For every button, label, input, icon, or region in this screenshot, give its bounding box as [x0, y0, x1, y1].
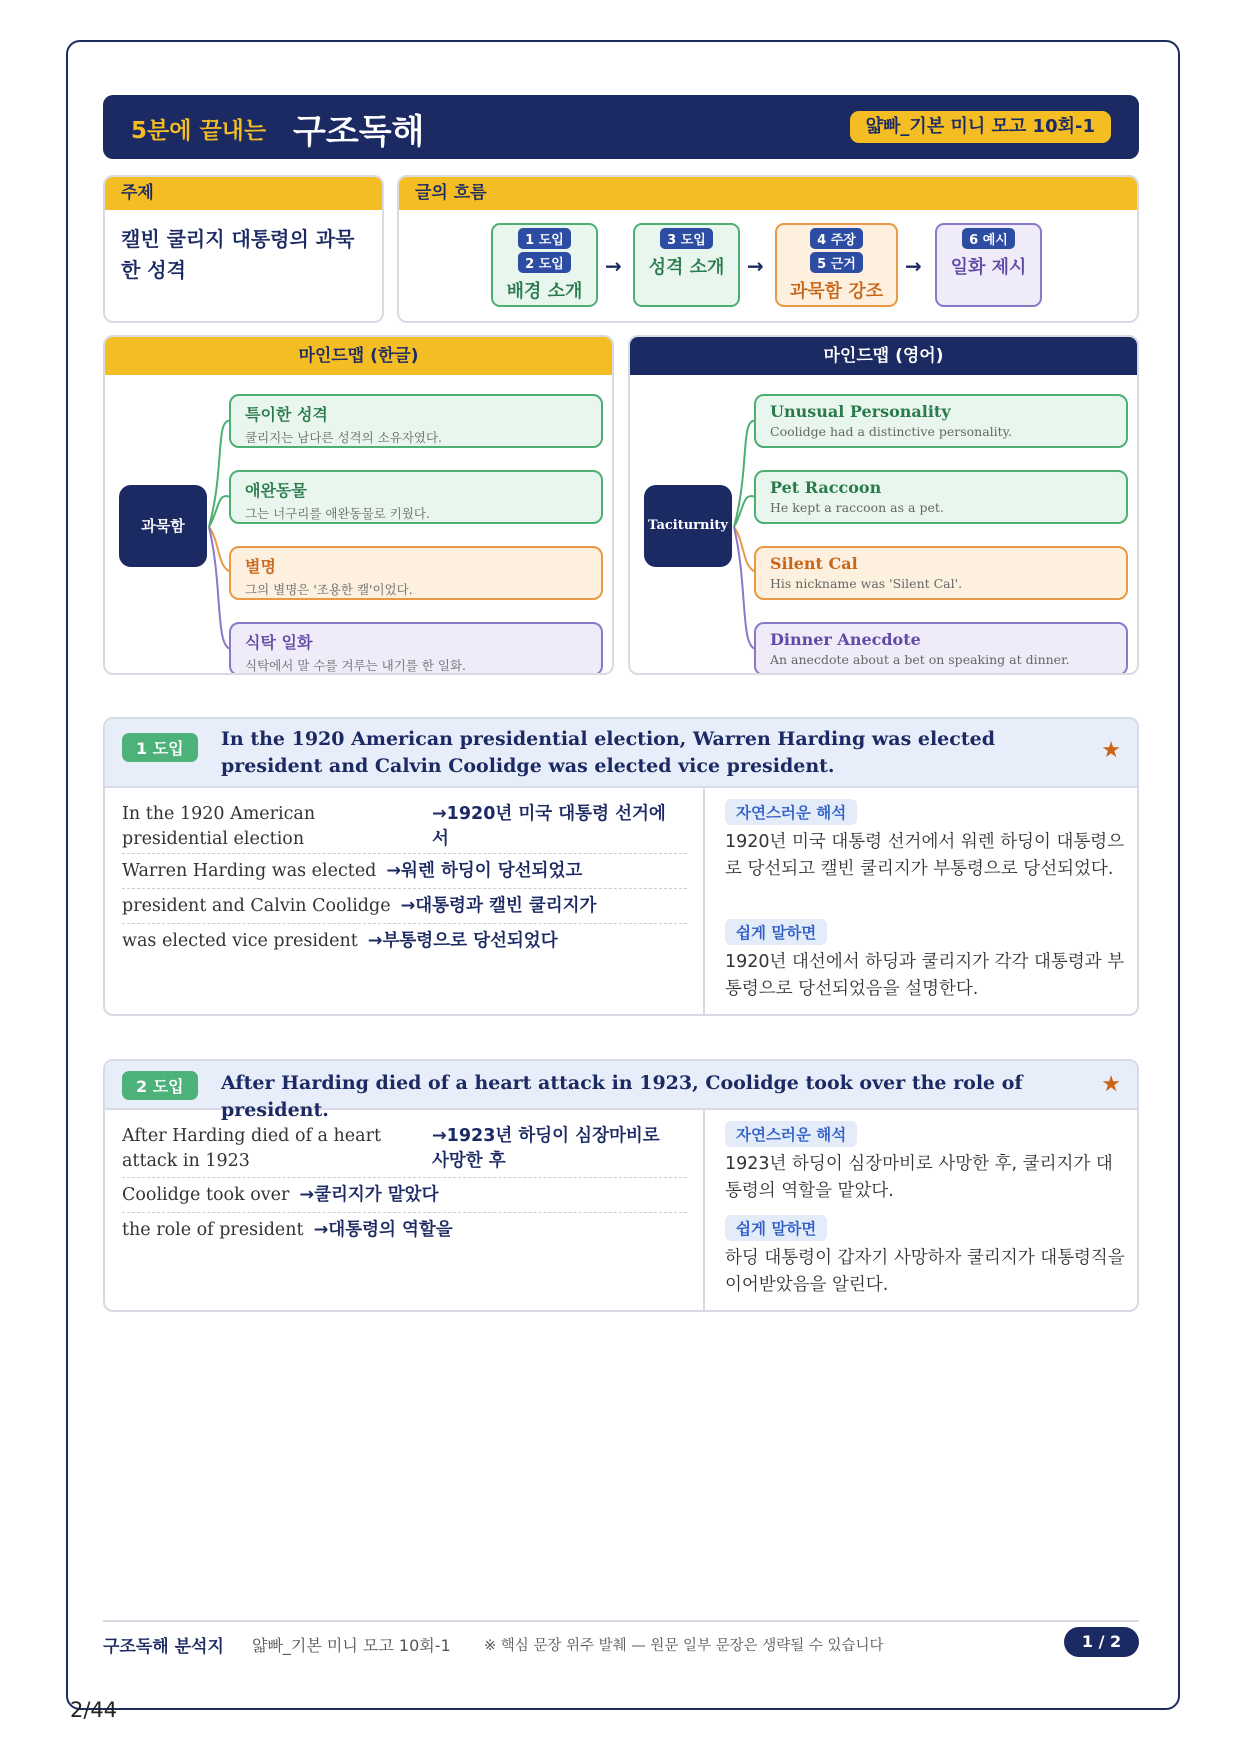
mindmap-item-title: Pet Raccoon: [770, 478, 882, 497]
chunk-english: the role of president: [122, 1220, 304, 1240]
mindmap-item-desc: 그는 너구리를 애완동물로 키웠다.: [245, 506, 430, 521]
chunk-row: [122, 1218, 687, 1248]
topic-heading: 주제: [105, 177, 382, 210]
header-title: 구조독해: [293, 112, 425, 152]
natural-label: 자연스러운 해석: [725, 1121, 857, 1147]
flow-heading: 글의 흐름: [399, 177, 1137, 210]
mindmap-en-heading: 마인드맵 (영어): [630, 337, 1137, 375]
mindmap-item-desc: An anecdote about a bet on speaking at dinner.: [770, 652, 1070, 667]
mindmap-item-title: Dinner Anecdote: [770, 630, 921, 649]
mindmap-item-title: 별명: [245, 557, 276, 576]
mindmap-item-desc: He kept a raccoon as a pet.: [770, 500, 944, 515]
page-indicator: 1 / 2: [1064, 1627, 1139, 1657]
flow-node-anecdote: [935, 223, 1042, 307]
mindmap-item-title: Silent Cal: [770, 554, 858, 573]
flow-box: [397, 175, 1139, 323]
chunk-row: [122, 1124, 687, 1178]
mindmap-en-item: [754, 470, 1128, 524]
mindmap-en-box: [628, 335, 1139, 675]
mindmap-en-item: [754, 622, 1128, 675]
footer-source: 얇빠_기본 미니 모고 10회-1: [252, 1636, 451, 1655]
flow-arrow: →: [747, 254, 764, 278]
easy-label: 쉽게 말하면: [725, 919, 827, 945]
header-bar: [103, 95, 1139, 159]
mindmap-ko-box: [103, 335, 614, 675]
card-sentence: After Harding died of a heart attack in 1923, Coolidge took over the role of president.: [221, 1072, 1023, 1121]
chunk-column: [105, 1110, 705, 1310]
footer-title: 구조독해 분석지: [103, 1637, 224, 1657]
card-body: [105, 788, 1137, 1014]
chunk-english: In the 1920 American presidential election: [122, 804, 316, 849]
chunk-korean: →1923년 하딩이 심장마비로 사망한 후: [432, 1126, 660, 1171]
flow-label: 과묵함 강조: [789, 281, 884, 302]
star-icon: ★: [1101, 1072, 1121, 1097]
flow-node-background: [491, 223, 598, 307]
chunk-row: [122, 802, 687, 854]
chunk-english: president and Calvin Coolidge: [122, 896, 391, 916]
card-sentence: In the 1920 American presidential election, Warren Harding was elected president and Calvin Coolidge was elected vice president.: [221, 728, 995, 777]
flow-tag: 6 예시: [962, 228, 1015, 249]
flow-node-emphasis: [775, 223, 898, 307]
flow-tag: 1 도입: [518, 228, 571, 249]
topic-box: [103, 175, 384, 323]
chunk-english: After Harding died of a heart attack in 1923: [122, 1126, 381, 1171]
mindmap-ko-item: [229, 470, 603, 524]
mindmap-en-item: [754, 546, 1128, 600]
pdf-page-number: 2/44: [70, 1698, 118, 1722]
chunk-row: [122, 929, 687, 959]
flow-label: 배경 소개: [506, 281, 583, 302]
mindmap-ko-item: [229, 622, 603, 675]
flow-tag: 2 도입: [518, 252, 571, 273]
exam-badge: 얇빠_기본 미니 모고 10회-1: [850, 111, 1111, 143]
mindmap-item-title: 특이한 성격: [245, 405, 328, 424]
footer-note: ※ 핵심 문장 위주 발췌 — 원문 일부 문장은 생략될 수 있습니다: [484, 1638, 884, 1654]
mindmap-item-desc: His nickname was 'Silent Cal'.: [770, 576, 963, 591]
chunk-korean: →쿨리지가 맡았다: [299, 1185, 439, 1205]
footer-divider: [103, 1620, 1139, 1622]
flow-label: 일화 제시: [950, 257, 1027, 278]
mindmap-item-desc: Coolidge had a distinctive personality.: [770, 424, 1013, 439]
natural-label: 자연스러운 해석: [725, 799, 857, 825]
mindmap-item-title: Unusual Personality: [770, 402, 951, 421]
mindmap-ko-heading: 마인드맵 (한글): [105, 337, 612, 375]
natural-translation: 1923년 하딩이 심장마비로 사망한 후, 쿨리지가 대통령의 역할을 맡았다.: [725, 1154, 1113, 1201]
easy-explanation: 하딩 대통령이 갑자기 사망하자 쿨리지가 대통령직을 이어받았음을 알린다.: [725, 1248, 1125, 1295]
step-badge: 1 도입: [122, 733, 198, 762]
mindmap-item-desc: 쿨리지는 남다른 성격의 소유자였다.: [245, 430, 443, 445]
card-header: [105, 1061, 1137, 1121]
topic-text: 캘빈 쿨리지 대통령의 과묵한 성격: [121, 227, 355, 282]
mindmap-ko-item: [229, 394, 603, 448]
chunk-korean: →대통령의 역할을: [313, 1220, 453, 1240]
flow-arrow: →: [905, 254, 922, 278]
sentence-card-2: [103, 1059, 1139, 1312]
step-badge: 2 도입: [122, 1071, 198, 1100]
mindmap-item-title: 애완동물: [245, 481, 307, 500]
chunk-korean: →대통령과 캘빈 쿨리지가: [400, 896, 597, 916]
mindmap-ko-item: [229, 546, 603, 600]
natural-translation: 1920년 미국 대통령 선거에서 워렌 하딩이 대통령으로 당선되고 캘빈 쿨리지가 부통령으로 당선되었다.: [725, 832, 1125, 879]
chunk-korean: →부통령으로 당선되었다: [367, 931, 558, 951]
chunk-row: [122, 1183, 687, 1213]
flow-tag: 3 도입: [660, 228, 713, 249]
chunk-column: [105, 788, 705, 1014]
flow-tag: 5 근거: [810, 252, 863, 273]
chunk-row: [122, 894, 687, 924]
mindmap-ko-root: 과묵함: [119, 485, 207, 567]
mindmap-en-root: Taciturnity: [644, 485, 732, 567]
flow-node-personality: [633, 223, 740, 307]
chunk-english: was elected vice president: [122, 931, 358, 951]
header-subtitle: 5분에 끝내는: [131, 118, 267, 144]
flow-label: 성격 소개: [648, 257, 725, 278]
sentence-card-1: [103, 717, 1139, 1016]
chunk-row: [122, 859, 687, 889]
mindmap-item-desc: 그의 별명은 '조용한 캘'이었다.: [245, 582, 413, 597]
mindmap-en-item: [754, 394, 1128, 448]
flow-tag: 4 주장: [810, 228, 863, 249]
flow-arrow: →: [605, 254, 622, 278]
mindmap-item-desc: 식탁에서 말 수를 겨루는 내기를 한 일화.: [245, 658, 467, 673]
card-header: [105, 719, 1137, 788]
mindmap-item-title: 식탁 일화: [245, 633, 313, 652]
chunk-korean: →워렌 하딩이 당선되었고: [386, 861, 583, 881]
easy-explanation: 1920년 대선에서 하딩과 쿨리지가 각각 대통령과 부통령으로 당선되었음을 설명한다.: [725, 952, 1125, 999]
chunk-english: Coolidge took over: [122, 1185, 290, 1205]
easy-label: 쉽게 말하면: [725, 1215, 827, 1241]
chunk-korean: →1920년 미국 대통령 선거에서: [432, 804, 666, 849]
card-body: [105, 1110, 1137, 1310]
chunk-english: Warren Harding was elected: [122, 861, 377, 881]
star-icon: ★: [1101, 738, 1121, 763]
